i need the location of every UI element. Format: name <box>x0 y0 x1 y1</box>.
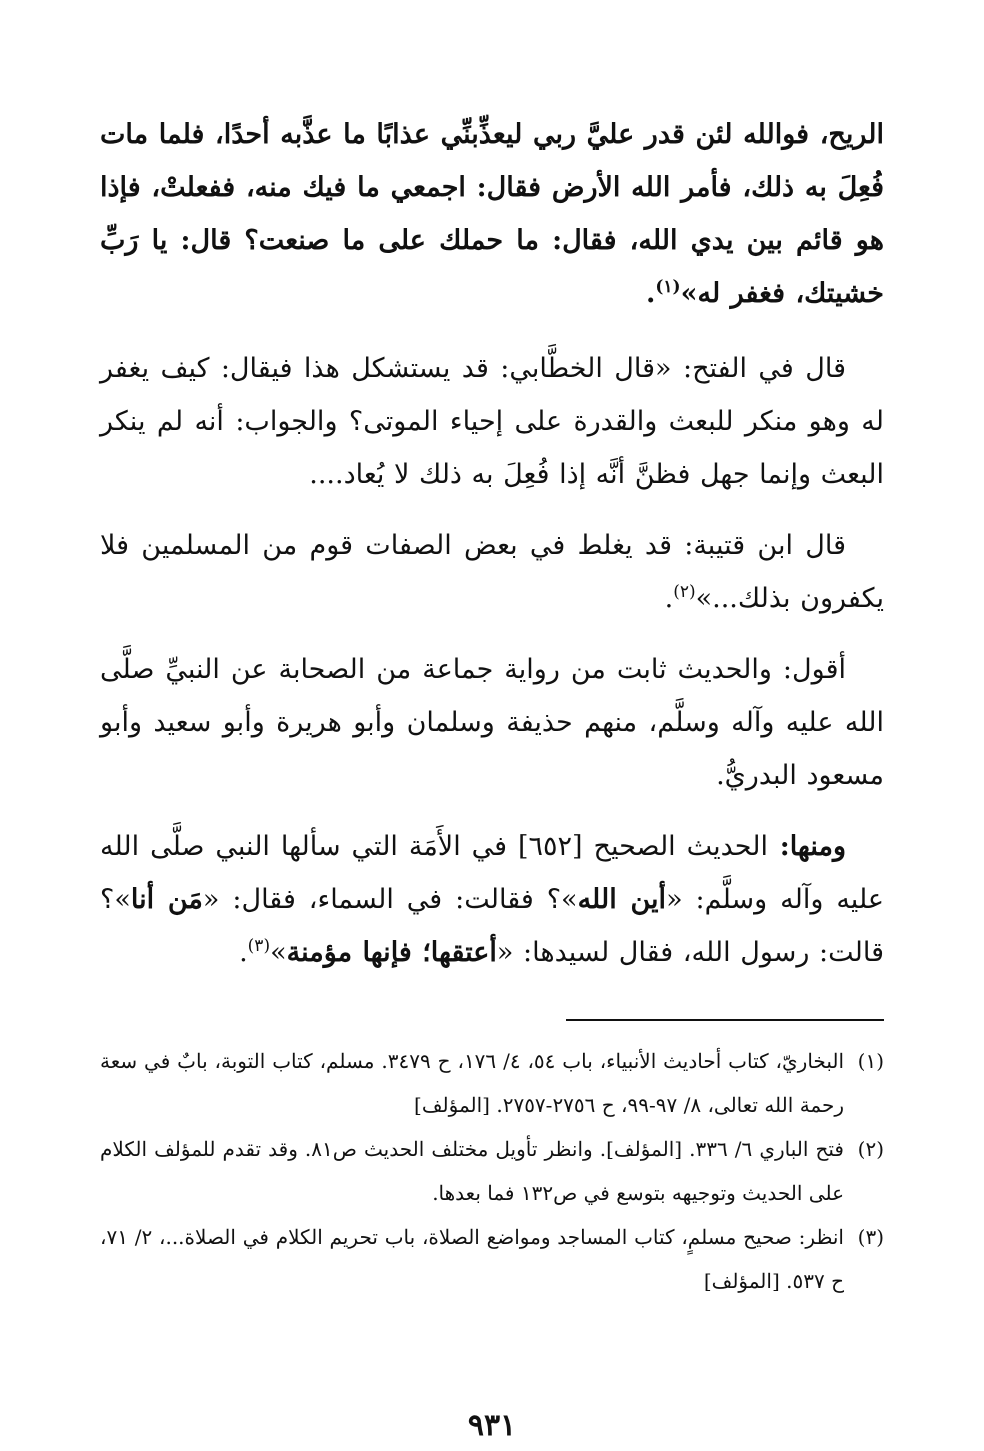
bold-text: ومنها: <box>767 831 847 862</box>
footnote <box>100 1039 884 1127</box>
bold-text: مَن أنا <box>130 884 203 915</box>
paragraph-text: »؟ قالت: رسول الله، فقال لسيدها: « <box>100 884 884 968</box>
paragraph-5 <box>100 820 884 979</box>
paragraph-3 <box>100 519 884 625</box>
footnote-number: (٣) <box>857 1225 884 1249</box>
footnote-text: انظر: صحيح مسلمٍ، كتاب المساجد ومواضع الصلاة، باب تحريم الكلام في الصلاة...، ٢/ ٧١، ح ٥٣٧. [المؤلف] <box>100 1225 844 1293</box>
paragraph-text: » <box>270 937 287 968</box>
footnote-reference: (٣) <box>247 936 271 956</box>
footnote-divider <box>566 1019 884 1021</box>
footnote-reference: (٢) <box>673 582 696 602</box>
paragraph-text: »؟ فقالت: في السماء، فقال: « <box>202 884 578 915</box>
footnote-text: البخاريّ، كتاب أحاديث الأنبياء، باب ٥٤، ٤/ ١٧٦، ح ٣٤٧٩. مسلم، كتاب التوبة، بابٌ في سعة رحمة الله تعالى، ٨/ ٩٧-٩٩، ح ٢٧٥٦-٢٧٥٧. [المؤلف] <box>100 1049 845 1117</box>
page-number: ٩٣١ <box>467 1408 517 1443</box>
paragraph-text: قال ابن قتيبة: قد يغلط في بعض الصفات قوم من المسلمين فلا يكفرون بذلك...» <box>100 530 884 614</box>
paragraph-text: الريح، فوالله لئن قدر عليَّ ربي ليعذِّبنِّي عذابًا ما عذَّبه أحدًا، فلما مات فُعِلَ به ذلك، فأمر الله الأرض فقال: اجمعي ما فيك منه، ففعلتْ، فإذا هو قائم بين يدي الله، فقال: ما حملك على ما صنعت؟ قال: يا رَبِّ خشيتك، فغفر له» <box>100 119 884 309</box>
body-text <box>100 108 884 979</box>
bold-text: أين الله <box>577 884 667 915</box>
footnote-number: (٢) <box>857 1137 884 1161</box>
footnote-reference: (١) <box>655 277 681 297</box>
footnote <box>100 1127 884 1215</box>
footnote-number: (١) <box>857 1049 884 1073</box>
page-content <box>100 108 884 1443</box>
paragraph-text: قال في الفتح: «قال الخطَّابي: قد يستشكل هذا فيقال: كيف يغفر له وهو منكر للبعث والقدرة على إحياء الموتى؟ والجواب: أنه لم ينكر البعث وإنما جهل فظنَّ أنَّه إذا فُعِلَ به ذلك لا يُعاد.... <box>100 353 884 490</box>
footnotes <box>100 1039 884 1303</box>
paragraph-text: الحديث الصحيح [٦٥٢] في الأَمَة التي سألها النبي صلَّى الله عليه وآله وسلَّم: « <box>100 831 884 915</box>
paragraph-text: . <box>664 583 674 614</box>
paragraph-1 <box>100 108 884 320</box>
bold-text: أعتقها؛ فإنها مؤمنة <box>286 937 497 968</box>
paragraph-text: . <box>239 937 248 968</box>
paragraph-text: أقول: والحديث ثابت من رواية جماعة من الصحابة عن النبيِّ صلَّى الله عليه وآله وسلَّم، منهم حذيفة وسلمان وأبو هريرة وأبو سعيد وأبو مسعود البدريُّ. <box>100 654 884 791</box>
paragraph-2 <box>100 342 884 501</box>
paragraph-text: . <box>645 278 656 309</box>
footnote <box>100 1215 884 1303</box>
footnote-text: فتح الباري ٦/ ٣٣٦. [المؤلف]. وانظر تأويل مختلف الحديث ص٨١. وقد تقدم للمؤلف الكلام على الحديث وتوجيهه بتوسع في ص١٣٢ فما بعدها. <box>100 1137 844 1205</box>
paragraph-4 <box>100 643 884 802</box>
